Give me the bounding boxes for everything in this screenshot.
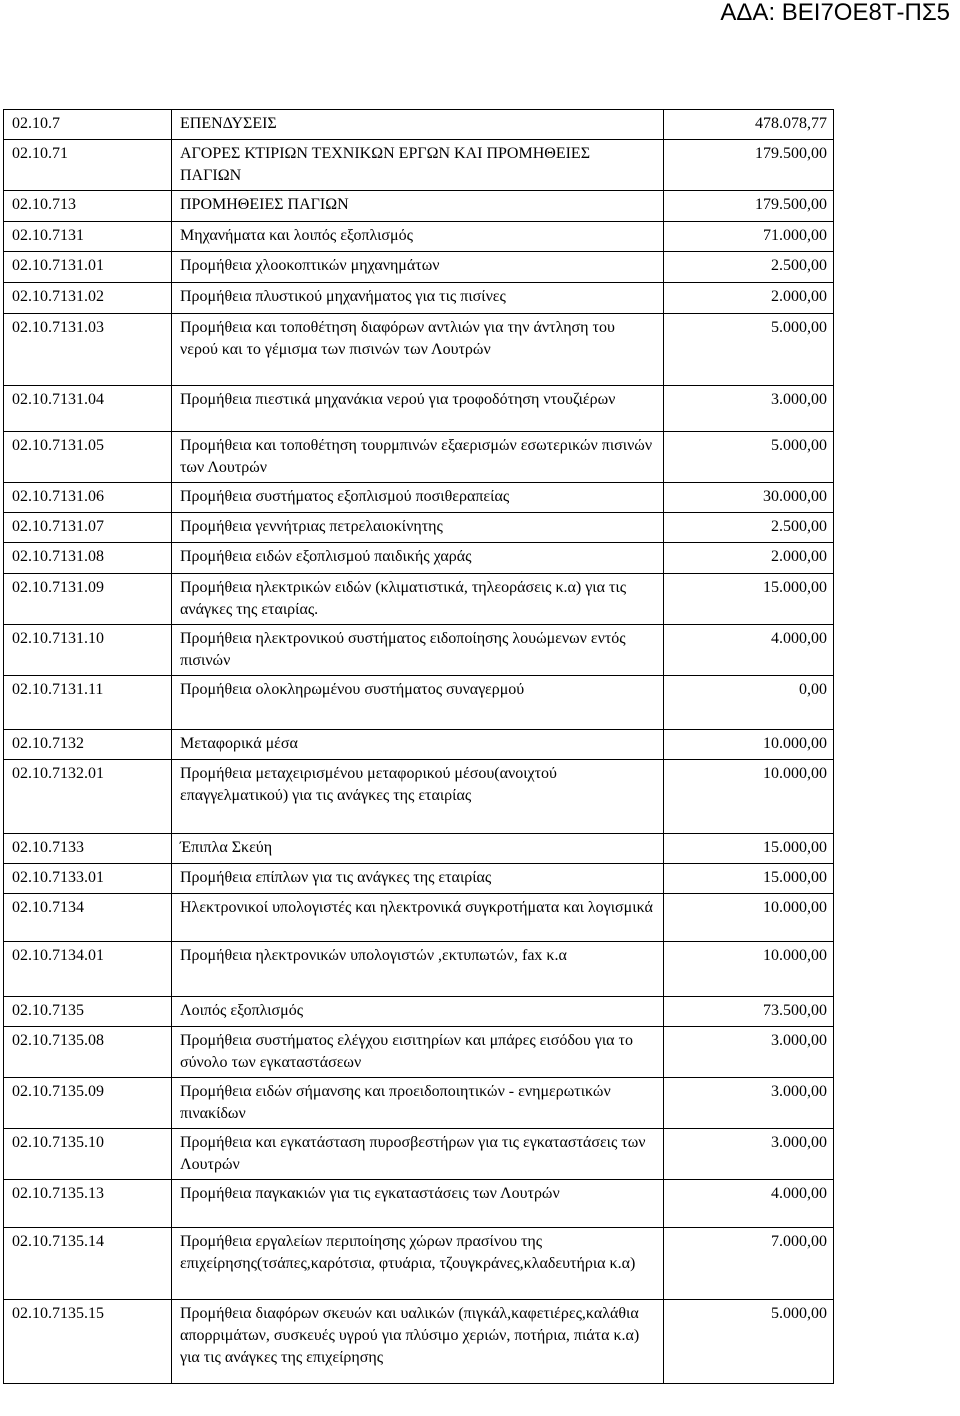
table-row: [4, 483, 834, 513]
budget-description-cell: Προμήθεια μεταχειρισμένου μεταφορικού μέσου(ανοιχτού επαγγελματικού) για τις ανάγκες της εταιρίας: [172, 760, 664, 834]
budget-amount-cell: 7.000,00: [664, 1228, 834, 1300]
budget-description-cell: Ηλεκτρονικοί υπολογιστές και ηλεκτρονικά συγκροτήματα και λογισμικά: [172, 894, 664, 942]
table-row: [4, 1129, 834, 1180]
table-row: [4, 110, 834, 140]
budget-amount-cell: 3.000,00: [664, 1078, 834, 1129]
table-row: [4, 191, 834, 222]
table-row: [4, 1300, 834, 1384]
budget-code-cell: 02.10.7134.01: [4, 942, 172, 997]
budget-description-cell: Προμήθεια ηλεκτρικών ειδών (κλιματιστικά, τηλεοράσεις κ.α) για τις ανάγκες της εταιρίας.: [172, 574, 664, 625]
budget-description-cell: Προμήθεια διαφόρων σκευών και υαλικών (πιγκάλ,καφετιέρες,καλάθια απορριμάτων, συσκευές υγρού για πλύσιμο χεριών, ποτήρια, πιάτα κ.α) για τις ανάγκες της επιχείρησης: [172, 1300, 664, 1384]
table-row: [4, 1180, 834, 1228]
budget-description-cell: Προμήθεια εργαλείων περιποίησης χώρων πρασίνου της επιχείρησης(τσάπες,καρότσια, φτυάρια, τζουγκράνες,κλαδευτήρια κ.α): [172, 1228, 664, 1300]
table-row: [4, 834, 834, 864]
budget-description-cell: ΑΓΟΡΕΣ ΚΤΙΡΙΩΝ ΤΕΧΝΙΚΩΝ ΕΡΓΩΝ ΚΑΙ ΠΡΟΜΗΘΕΙΕΣ ΠΑΓΙΩΝ: [172, 140, 664, 191]
table-row: [4, 386, 834, 432]
budget-amount-cell: 3.000,00: [664, 386, 834, 432]
budget-amount-cell: 71.000,00: [664, 222, 834, 252]
budget-amount-cell: 5.000,00: [664, 432, 834, 483]
budget-amount-cell: 2.000,00: [664, 283, 834, 314]
budget-code-cell: 02.10.7135: [4, 997, 172, 1027]
budget-description-cell: Προμήθεια πιεστικά μηχανάκια νερού για τροφοδότηση ντουζιέρων: [172, 386, 664, 432]
table-row: [4, 625, 834, 676]
budget-code-cell: 02.10.7135.14: [4, 1228, 172, 1300]
table-row: [4, 730, 834, 760]
budget-description-cell: Προμήθεια επίπλων για τις ανάγκες της εταιρίας: [172, 864, 664, 894]
budget-description-cell: Προμήθεια ειδών εξοπλισμού παιδικής χαράς: [172, 543, 664, 574]
budget-amount-cell: 30.000,00: [664, 483, 834, 513]
budget-description-cell: Έπιπλα Σκεύη: [172, 834, 664, 864]
budget-amount-cell: 2.500,00: [664, 513, 834, 543]
table-row: [4, 864, 834, 894]
table-row: [4, 283, 834, 314]
budget-amount-cell: 2.000,00: [664, 543, 834, 574]
budget-code-cell: 02.10.7131.11: [4, 676, 172, 730]
budget-description-cell: Λοιπός εξοπλισμός: [172, 997, 664, 1027]
budget-table: [3, 109, 834, 1384]
budget-description-cell: Προμήθεια ηλεκτρονικού συστήματος ειδοποίησης λουώμενων εντός πισινών: [172, 625, 664, 676]
table-row: [4, 513, 834, 543]
table-row: [4, 894, 834, 942]
budget-amount-cell: 478.078,77: [664, 110, 834, 140]
budget-code-cell: 02.10.7133: [4, 834, 172, 864]
table-row: [4, 314, 834, 386]
budget-code-cell: 02.10.7131.03: [4, 314, 172, 386]
budget-code-cell: 02.10.7: [4, 110, 172, 140]
budget-amount-cell: 3.000,00: [664, 1129, 834, 1180]
budget-amount-cell: 2.500,00: [664, 252, 834, 283]
budget-amount-cell: 15.000,00: [664, 834, 834, 864]
budget-description-cell: Προμήθεια παγκακιών για τις εγκαταστάσεις των Λουτρών: [172, 1180, 664, 1228]
budget-code-cell: 02.10.7131.01: [4, 252, 172, 283]
budget-code-cell: 02.10.7135.08: [4, 1027, 172, 1078]
budget-description-cell: Προμήθεια ηλεκτρονικών υπολογιστών ,εκτυπωτών, fax κ.α: [172, 942, 664, 997]
budget-description-cell: Προμήθεια πλυστικού μηχανήματος για τις πισίνες: [172, 283, 664, 314]
budget-code-cell: 02.10.7135.15: [4, 1300, 172, 1384]
budget-code-cell: 02.10.7132.01: [4, 760, 172, 834]
budget-amount-cell: 179.500,00: [664, 191, 834, 222]
budget-description-cell: Προμήθεια γεννήτριας πετρελαιοκίνητης: [172, 513, 664, 543]
budget-amount-cell: 10.000,00: [664, 942, 834, 997]
budget-code-cell: 02.10.7131.06: [4, 483, 172, 513]
budget-description-cell: Προμήθεια χλοοκοπτικών μηχανημάτων: [172, 252, 664, 283]
table-row: [4, 574, 834, 625]
budget-code-cell: 02.10.7131.09: [4, 574, 172, 625]
budget-amount-cell: 4.000,00: [664, 625, 834, 676]
table-row: [4, 222, 834, 252]
budget-description-cell: ΕΠΕΝΔΥΣΕΙΣ: [172, 110, 664, 140]
budget-amount-cell: 179.500,00: [664, 140, 834, 191]
budget-code-cell: 02.10.7132: [4, 730, 172, 760]
budget-code-cell: 02.10.7134: [4, 894, 172, 942]
budget-description-cell: Μεταφορικά μέσα: [172, 730, 664, 760]
budget-code-cell: 02.10.713: [4, 191, 172, 222]
table-row: [4, 543, 834, 574]
budget-code-cell: 02.10.7135.13: [4, 1180, 172, 1228]
budget-code-cell: 02.10.7133.01: [4, 864, 172, 894]
budget-amount-cell: 10.000,00: [664, 730, 834, 760]
budget-code-cell: 02.10.7131: [4, 222, 172, 252]
budget-code-cell: 02.10.7131.08: [4, 543, 172, 574]
table-row: [4, 140, 834, 191]
table-row: [4, 1027, 834, 1078]
budget-amount-cell: 10.000,00: [664, 894, 834, 942]
budget-amount-cell: 3.000,00: [664, 1027, 834, 1078]
budget-amount-cell: 0,00: [664, 676, 834, 730]
budget-code-cell: 02.10.7135.10: [4, 1129, 172, 1180]
budget-description-cell: Προμήθεια και εγκατάσταση πυροσβεστήρων για τις εγκαταστάσεις των Λουτρών: [172, 1129, 664, 1180]
budget-description-cell: Μηχανήματα και λοιπός εξοπλισμός: [172, 222, 664, 252]
budget-amount-cell: 5.000,00: [664, 1300, 834, 1384]
budget-description-cell: Προμήθεια συστήματος εξοπλισμού ποσιθεραπείας: [172, 483, 664, 513]
table-row: [4, 676, 834, 730]
table-row: [4, 760, 834, 834]
table-row: [4, 252, 834, 283]
table-row: [4, 997, 834, 1027]
budget-amount-cell: 15.000,00: [664, 574, 834, 625]
table-row: [4, 1078, 834, 1129]
budget-code-cell: 02.10.7131.10: [4, 625, 172, 676]
table-row: [4, 1228, 834, 1300]
budget-code-cell: 02.10.7131.04: [4, 386, 172, 432]
budget-code-cell: 02.10.7131.05: [4, 432, 172, 483]
table-row: [4, 942, 834, 997]
budget-code-cell: 02.10.71: [4, 140, 172, 191]
budget-amount-cell: 15.000,00: [664, 864, 834, 894]
budget-description-cell: Προμήθεια και τοποθέτηση τουρμπινών εξαερισμών εσωτερικών πισινών των Λουτρών: [172, 432, 664, 483]
budget-amount-cell: 10.000,00: [664, 760, 834, 834]
budget-description-cell: Προμήθεια ολοκληρωμένου συστήματος συναγερμού: [172, 676, 664, 730]
budget-description-cell: Προμήθεια ειδών σήμανσης και προειδοποιητικών - ενημερωτικών πινακίδων: [172, 1078, 664, 1129]
budget-description-cell: Προμήθεια συστήματος ελέγχου εισιτηρίων και μπάρες εισόδου για το σύνολο των εγκαταστάσεων: [172, 1027, 664, 1078]
budget-amount-cell: 4.000,00: [664, 1180, 834, 1228]
budget-description-cell: Προμήθεια και τοποθέτηση διαφόρων αντλιών για την άντληση του νερού και το γέμισμα των πισινών των Λουτρών: [172, 314, 664, 386]
budget-description-cell: ΠΡΟΜΗΘΕΙΕΣ ΠΑΓΙΩΝ: [172, 191, 664, 222]
budget-amount-cell: 5.000,00: [664, 314, 834, 386]
budget-amount-cell: 73.500,00: [664, 997, 834, 1027]
budget-code-cell: 02.10.7131.02: [4, 283, 172, 314]
budget-code-cell: 02.10.7131.07: [4, 513, 172, 543]
budget-code-cell: 02.10.7135.09: [4, 1078, 172, 1129]
budget-table-body: [4, 110, 834, 1384]
ada-document-id: ΑΔΑ: ΒΕΙ7ΟΕ8Τ-ΠΣ5: [720, 0, 950, 26]
table-row: [4, 432, 834, 483]
